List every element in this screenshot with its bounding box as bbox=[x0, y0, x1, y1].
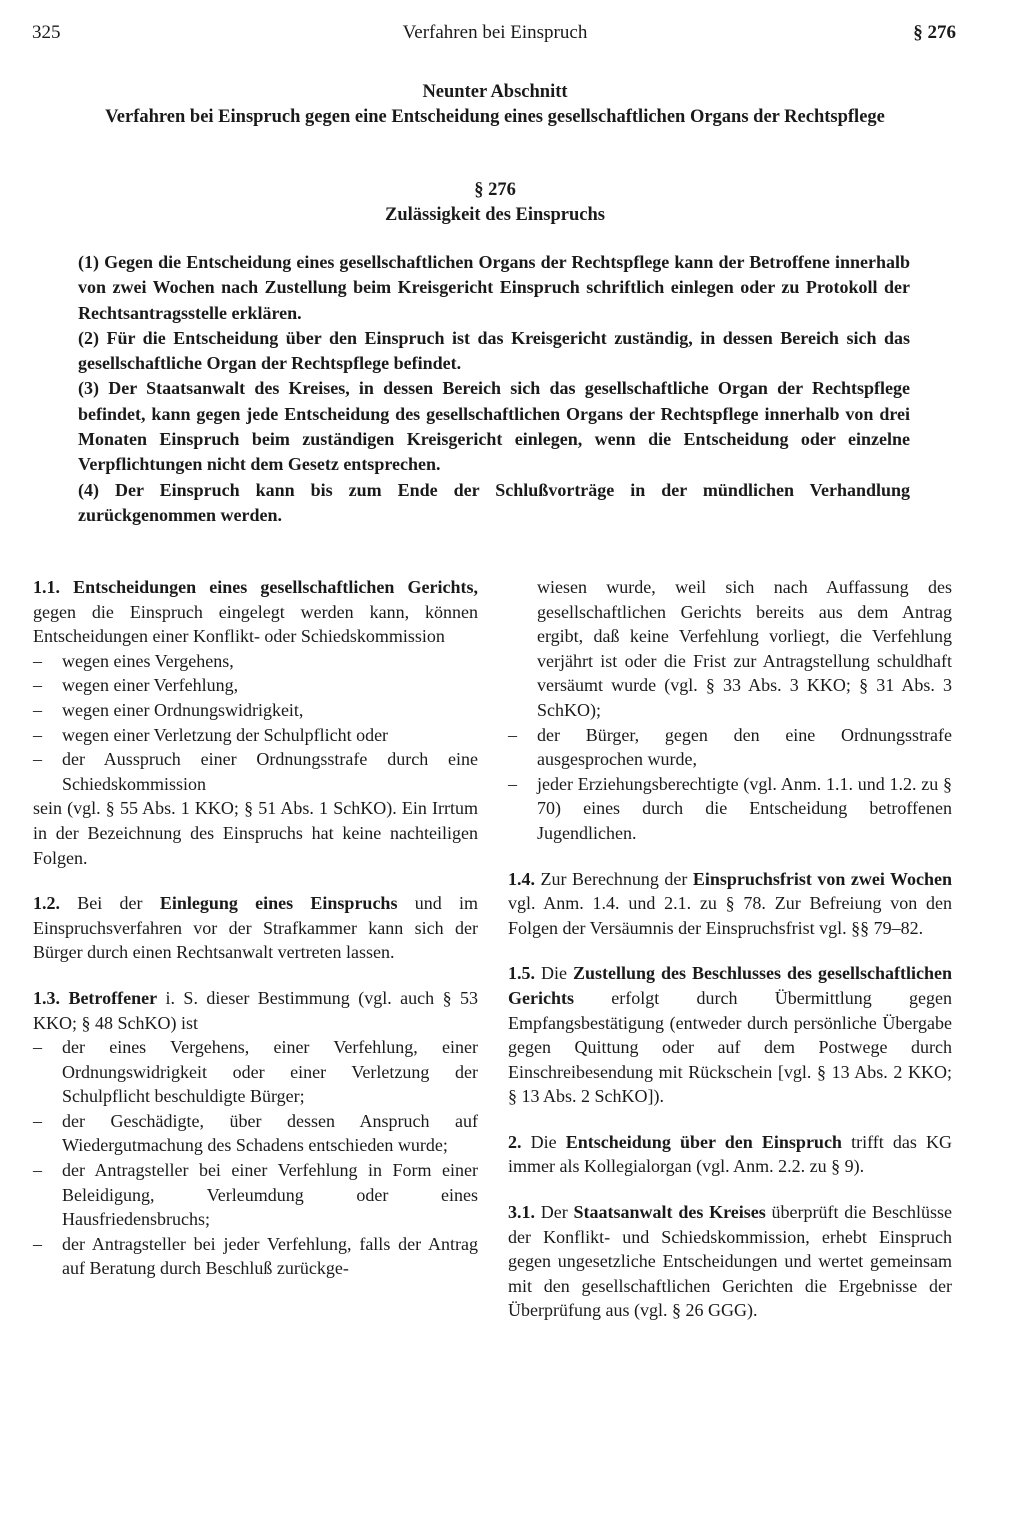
page-header bbox=[0, 22, 1024, 52]
law-text bbox=[78, 250, 910, 528]
paragraph-heading bbox=[0, 178, 990, 228]
note-text: erfolgt durch Übermittlung gegen Empfangsbestätigung (entweder durch persönliche Übergabe gegen Quittung oder auf dem Postwege durch Einschreibesendung mit Rückschein [vgl. § 13 Abs. 2 KKO; § 13 Abs. 2 SchKO]). bbox=[508, 987, 953, 1107]
chapter-title: Neunter Abschnitt bbox=[422, 82, 568, 102]
note-1-5: 1.5. Die Zustellung des Beschlusses des gesellschaftlichen Gerichts erfolgt durch Übermittlung gegen Empfangsbestätigung (entweder durch persönliche Übergabe gegen Quittung oder auf dem Postwege durch Einschreibesendung mit Rückschein [vgl. § 13 Abs. 2 KKO; § 13 Abs. 2 SchKO]). bbox=[508, 963, 953, 1107]
paragraph-title: Zulässigkeit des Einspruchs bbox=[384, 205, 605, 225]
paragraph-number: § 276 bbox=[474, 180, 516, 200]
page-number: 325 bbox=[32, 22, 61, 43]
note-1-1-tail: sein (vgl. § 55 Abs. 1 KKO; § 51 Abs. 1 SchKO). Ein Irrtum in der Bezeichnung des Einspruchs hat keine nachteiligen Folgen. bbox=[33, 798, 478, 868]
law-subsection-1: (1) Gegen die Entscheidung eines gesellschaftlichen Organs der Rechtspflege kann der Betroffene innerhalb von zwei Wochen nach Zustellung beim Kreisgericht Einspruch schriftlich einlegen oder zu Protokoll der Rechtsantragsstelle erklären. bbox=[78, 252, 910, 323]
note-number: 1.3. bbox=[33, 987, 60, 1008]
law-subsection-2: (2) Für die Entscheidung über den Einspruch ist das Kreisgericht zuständig, in dessen Bereich sich das gesellschaftliche Organ der Rechtspflege befindet. bbox=[78, 327, 910, 374]
note-text: und im Einspruchsverfahren vor der Strafkammer kann sich der Bürger durch einen Rechtsanwalt vertreten lassen. bbox=[33, 893, 479, 963]
note-1-3-continuation: wiesen wurde, weil sich nach Auffassung des gesellschaftlichen Gerichts bereits aus dem Antrag ergibt, daß keine Verfehlung vorliegt, die Verfehlung verjährt ist oder die Frist zur Antragstellung schuldhaft versäumt wurde (vgl. § 33 Abs. 3 KKO; § 31 Abs. 3 SchKO); bbox=[537, 577, 952, 720]
list-item: – der Ausspruch einer Ordnungsstrafe durch eine Schiedskommission bbox=[33, 747, 478, 796]
note-text: gegen die Einspruch eingelegt werden kann, können Entscheidungen einer Konflikt- oder Schiedskommission bbox=[33, 601, 478, 647]
note-keyword: Einspruchsfrist von zwei Wochen bbox=[692, 868, 953, 889]
note-number: 1.1. bbox=[33, 577, 60, 597]
law-subsection-3: (3) Der Staatsanwalt des Kreises, in dessen Bereich sich das gesellschaftliche Organ der Rechtspflege befindet, kann gegen jede Entscheidung des gesellschaftlichen Organs der Rechtspflege innerhalb von drei Monaten Einspruch beim zuständigen Kreisgericht einlegen, wenn die Entscheidung oder einzelne Verpflichtungen nicht dem Gesetz entsprechen. bbox=[78, 378, 910, 475]
note-text: vgl. Anm. 1.4. und 2.1. zu § 78. Zur Befreiung von den Folgen der Versäumnis der Einspruchsfrist vgl. §§ 79–82. bbox=[508, 893, 952, 938]
commentary-left-column bbox=[33, 575, 478, 1281]
note-3-1: 3.1. Der Staatsanwalt des Kreises überprüft die Beschlüsse der Konflikt- und Schiedskommission, erhebt Einspruch gegen ungesetzliche Entscheidungen und wertet gemeinsam mit den gesellschaftlichen Gerichten die Ergebnisse der Überprüfung aus (vgl. § 26 GGG). bbox=[508, 1202, 953, 1321]
note-1-3 bbox=[33, 986, 478, 1035]
list-item: – der Bürger, gegen den eine Ordnungsstrafe ausgesprochen wurde, bbox=[508, 723, 952, 772]
note-keyword: Entscheidungen eines gesellschaftlichen Gerichts, bbox=[73, 577, 478, 597]
section-marker: § 276 bbox=[913, 22, 956, 43]
note-text: i. S. dieser Bestimmung (vgl. auch § 53 KKO; § 48 SchKO) ist bbox=[33, 987, 479, 1033]
note-number: 1.4. bbox=[508, 868, 535, 889]
note-1-1-list bbox=[33, 649, 478, 797]
note-2: 2. Die Entscheidung über den Einspruch trifft das KG immer als Kollegialorgan (vgl. Anm. 2.2. zu § 9). bbox=[508, 1131, 953, 1177]
list-item: – wegen einer Verletzung der Schulpflicht oder bbox=[33, 723, 478, 748]
note-1-3-list bbox=[33, 1035, 478, 1281]
note-1-1 bbox=[33, 575, 478, 649]
note-number: 3.1. bbox=[508, 1202, 535, 1223]
note-keyword: Einlegung eines Einspruchs bbox=[159, 893, 398, 914]
list-item: – der Antragsteller bei jeder Verfehlung, falls der Antrag auf Beratung durch Beschluß zurückge- bbox=[33, 1232, 478, 1281]
note-keyword: Zustellung des Beschlusses des gesellschaftlichen Gerichts bbox=[508, 963, 953, 1008]
commentary-right-column bbox=[508, 575, 952, 1344]
chapter-heading bbox=[0, 80, 990, 130]
note-keyword: Staatsanwalt des Kreises bbox=[573, 1202, 766, 1223]
list-item: – der Antragsteller bei einer Verfehlung in Form einer Beleidigung, Verleumdung oder eines Hausfriedensbruchs; bbox=[33, 1158, 478, 1232]
note-1-3-list-continued bbox=[508, 723, 952, 846]
list-item: – jeder Erziehungsberechtigte (vgl. Anm. 1.1. und 1.2. zu § 70) eines durch die Entscheidung betroffenen Jugendlichen. bbox=[508, 772, 952, 846]
note-text: überprüft die Beschlüsse der Konflikt- und Schiedskommission, erhebt Einspruch gegen ungesetzliche Entscheidungen und wertet gemeinsam mit den gesellschaftlichen Gerichten die Ergebnisse der Überprüfung aus (vgl. § 26 GGG). bbox=[508, 1202, 953, 1321]
chapter-subtitle: Verfahren bei Einspruch gegen eine Entscheidung eines gesellschaftlichen Organs der Rechtspflege bbox=[105, 107, 885, 127]
note-text: trifft das KG immer als Kollegialorgan (vgl. Anm. 2.2. zu § 9). bbox=[508, 1131, 953, 1177]
running-title: Verfahren bei Einspruch bbox=[402, 22, 588, 43]
note-number: 1.2. bbox=[33, 893, 60, 914]
note-1-4: 1.4. Zur Berechnung der Einspruchsfrist von zwei Wochen vgl. Anm. 1.4. und 2.1. zu § 78. Zur Befreiung von den Folgen der Versäumnis der Einspruchsfrist vgl. §§ 79–82. bbox=[508, 868, 953, 938]
note-keyword: Entscheidung über den Einspruch bbox=[565, 1131, 842, 1152]
note-keyword: Betroffener bbox=[68, 987, 158, 1008]
note-1-2: 1.2. Bei der Einlegung eines Einspruchs und im Einspruchsverfahren vor der Strafkammer kann sich der Bürger durch einen Rechtsanwalt vertreten lassen. bbox=[33, 893, 479, 963]
list-item: – der Geschädigte, über dessen Anspruch auf Wiedergutmachung des Schadens entschieden wurde; bbox=[33, 1109, 478, 1158]
list-item: – der eines Vergehens, einer Verfehlung, einer Ordnungswidrigkeit oder einer Verletzung der Schulpflicht beschuldigte Bürger; bbox=[33, 1035, 478, 1109]
list-item: – wegen eines Vergehens, bbox=[33, 649, 478, 674]
note-number: 1.5. bbox=[508, 963, 535, 984]
list-item: – wegen einer Ordnungswidrigkeit, bbox=[33, 698, 478, 723]
list-item: – wegen einer Verfehlung, bbox=[33, 673, 478, 698]
note-number: 2. bbox=[508, 1131, 522, 1152]
law-subsection-4: (4) Der Einspruch kann bis zum Ende der Schlußvorträge in der mündlichen Verhandlung zurückgenommen werden. bbox=[78, 479, 910, 525]
